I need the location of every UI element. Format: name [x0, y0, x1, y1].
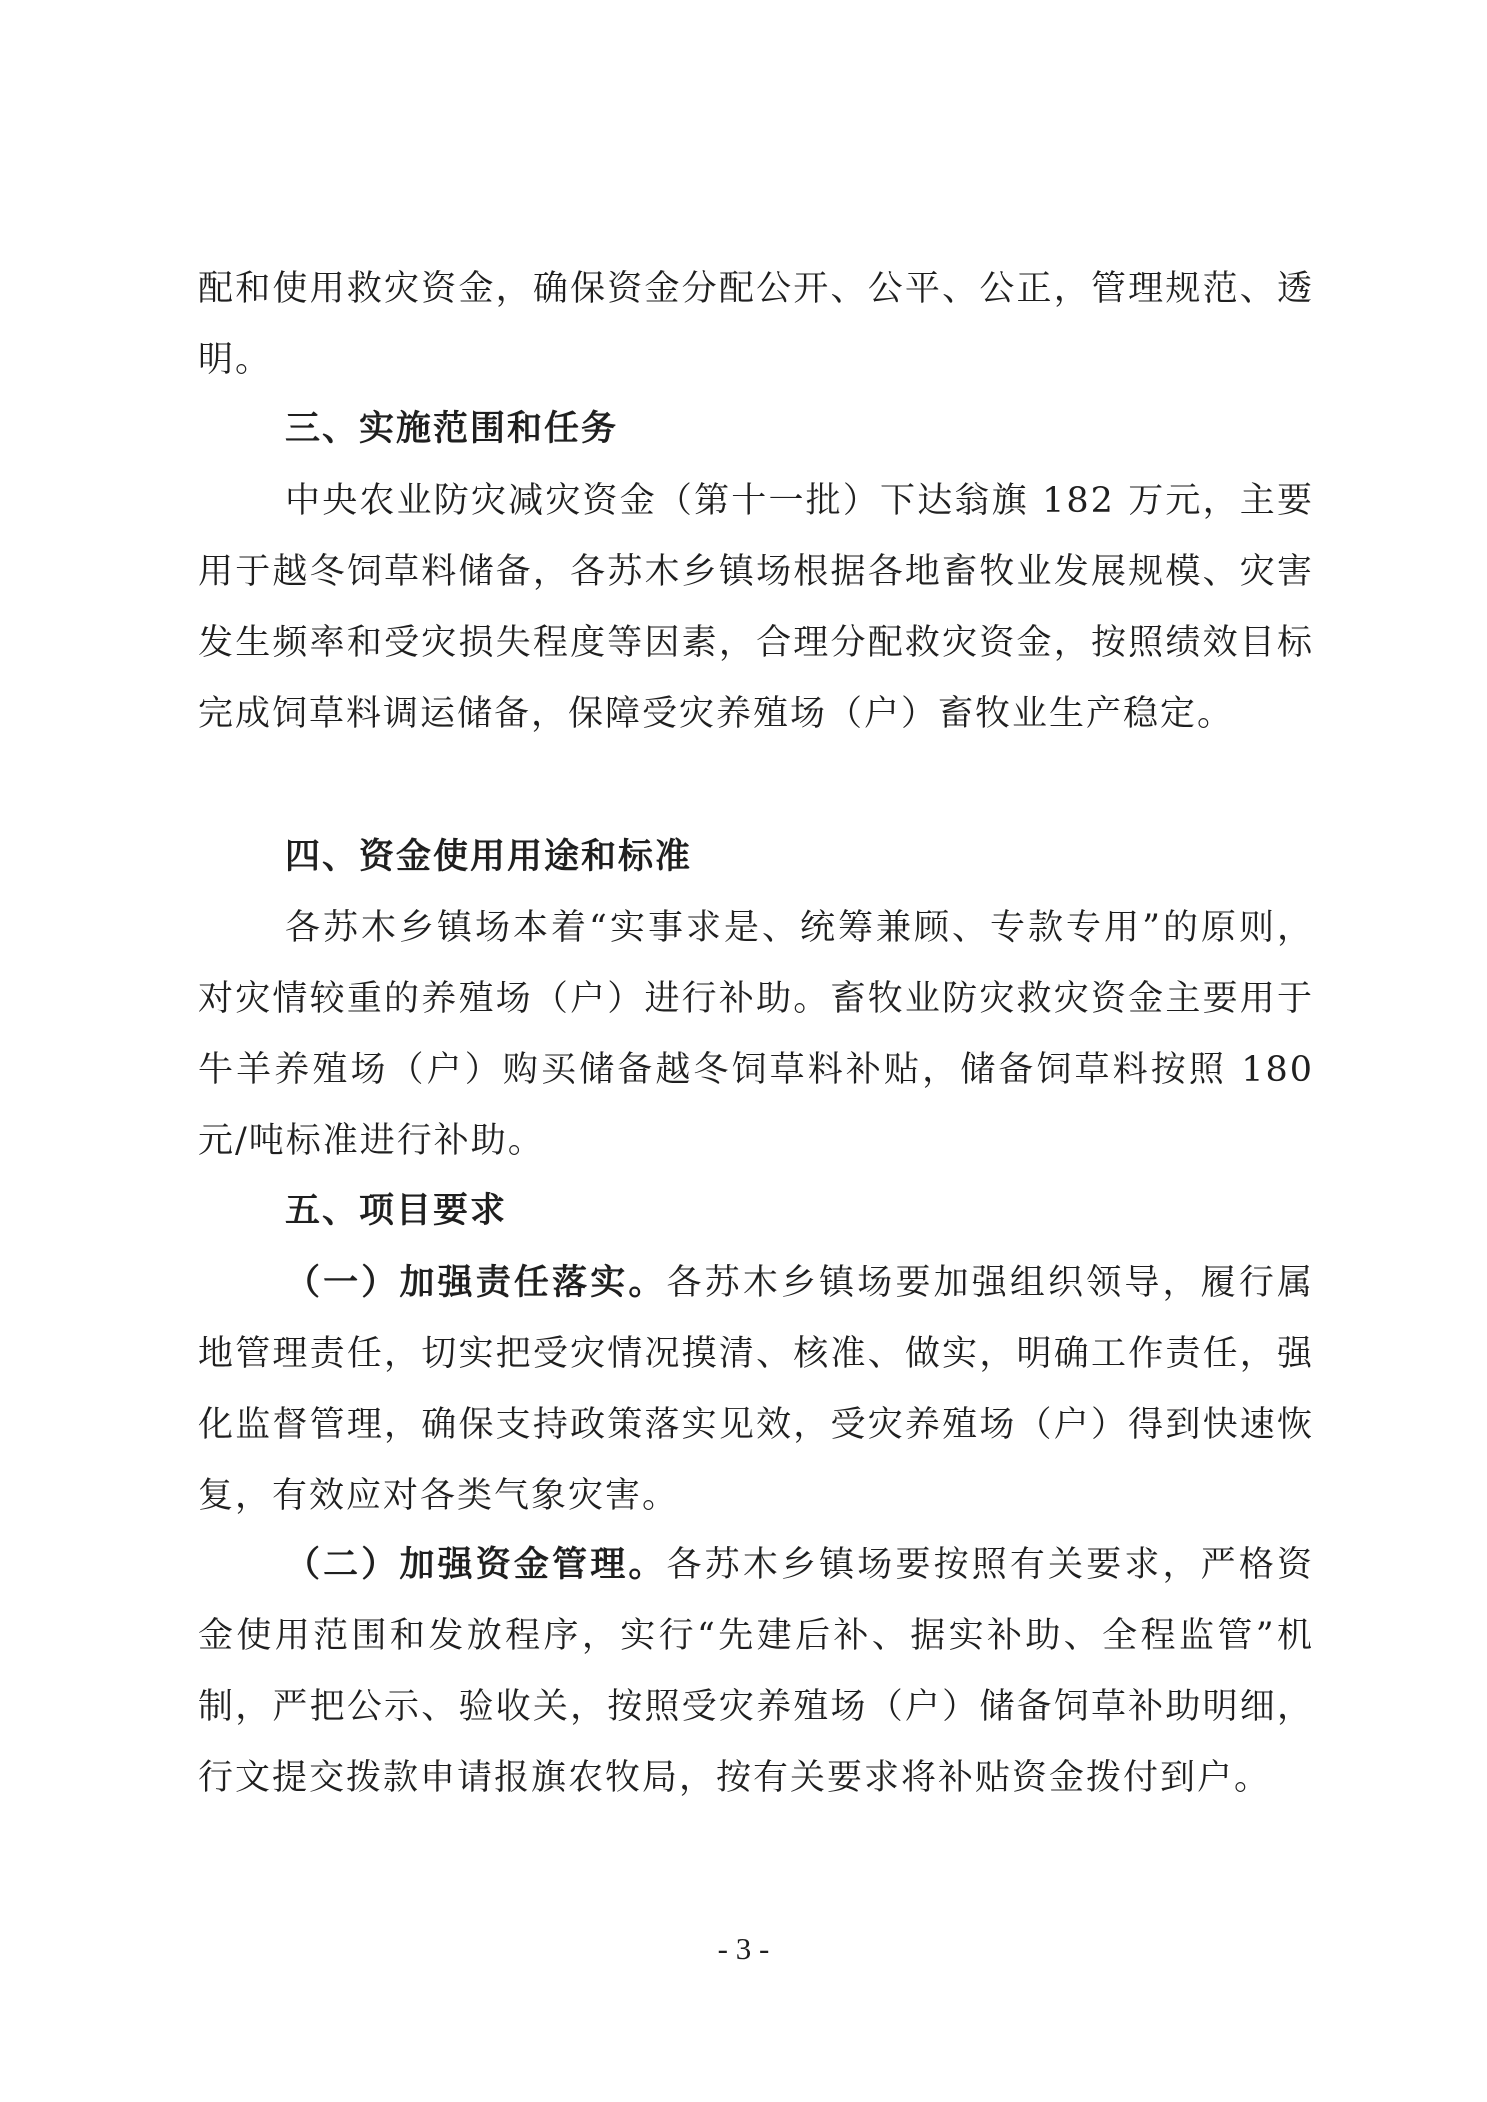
section-3-body: 中央农业防灾减灾资金（第十一批）下达翁旗 182 万元，主要用于越冬饲草料储备，各苏木乡镇场根据各地畜牧业发展规模、灾害发生频率和受灾损失程度等因素，合理分配救灾资金，按照绩效目标完成饲草料调运储备，保障受灾养殖场（户）畜牧业生产稳定。: [198, 481, 1314, 734]
section-5-item-1: [198, 1248, 1314, 1532]
section-5-heading: 五、项目要求: [285, 1191, 508, 1231]
section-5-item-2: [198, 1530, 1314, 1814]
paragraph-continuation: 配和使用救灾资金，确保资金分配公开、公平、公正，管理规范、透明。: [198, 269, 1314, 380]
item-1-lead: （一）加强责任落实。: [285, 1263, 667, 1303]
item-2-body: 各苏木乡镇场要按照有关要求，严格资金使用范围和发放程序，实行“先建后补、据实补助、全程监管”机制，严把公示、验收关，按照受灾养殖场（户）储备饲草补助明细，行文提交拨款申请报旗农牧局，按有关要求将补贴资金拨付到户。: [198, 1545, 1314, 1798]
item-2-lead: （二）加强资金管理。: [285, 1545, 667, 1585]
section-4-heading: 四、资金使用用途和标准: [285, 837, 693, 877]
section-3-heading: 三、实施范围和任务: [285, 409, 619, 449]
page-number: - 3 -: [717, 1931, 770, 1966]
section-4-body: 各苏木乡镇场本着“实事求是、统筹兼顾、专款专用”的原则，对灾情较重的养殖场（户）进行补助。畜牧业防灾救灾资金主要用于牛羊养殖场（户）购买储备越冬饲草料补贴，储备饲草料按照 180 元/吨标准进行补助。: [198, 908, 1314, 1161]
item-1-body: 各苏木乡镇场要加强组织领导，履行属地管理责任，切实把受灾情况摸清、核准、做实，明确工作责任，强化监督管理，确保支持政策落实见效，受灾养殖场（户）得到快速恢复，有效应对各类气象灾害。: [198, 1263, 1314, 1516]
